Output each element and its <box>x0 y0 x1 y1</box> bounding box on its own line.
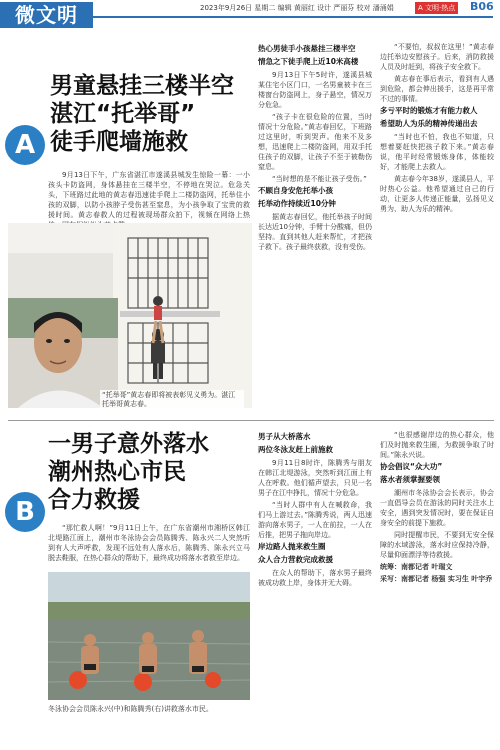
subhead: 不顾自身安危托举小孩 <box>258 186 333 195</box>
issue-line: 2023年9月26日 星期二 编辑 黄丽红 设计 严丽芬 校对 潘涌娟 <box>200 4 394 12</box>
paragraph: 据黄志春回忆，他托举孩子时间长达近10分钟，手臂十分酸痛，但仍坚持。直到其他人赶来帮忙，才把孩子救下。孩子最终获救，没有受伤。 <box>258 213 372 251</box>
story-a-caption: “托举哥”黄志春即将被表彰见义勇为。湛江托举哥黄志春。 <box>100 390 244 410</box>
page-number: B06 <box>470 0 494 13</box>
subhead: 众人合力营救完成救援 <box>258 555 333 564</box>
paragraph: 9月13日下午5时许，遂溪县城某住宅小区门口，一名男童被卡在三楼窗台防盗网上，身子悬空，情况万分危急。 <box>258 71 372 109</box>
story-b-column-3 <box>380 430 494 745</box>
paragraph: 在众人的帮助下，落水男子最终被成功救上岸，身体并无大碍。 <box>258 569 372 587</box>
story-b-badge: B <box>5 492 45 532</box>
river-swimmers-image <box>48 572 250 700</box>
paragraph: “当时人群中有人在喊救命，我们马上游过去。”陈腾秀说，两人迅速游向落水男子，一人在前拉，一人在后推，把男子拖向岸边。 <box>258 501 372 539</box>
story-b-title <box>48 430 253 514</box>
title-line: 湛江“托举哥” <box>50 101 196 127</box>
subhead: 热心男徒手小孩悬挂三楼半空 <box>258 44 356 53</box>
subhead: 多亏平时的锻炼才有能力救人 <box>380 106 478 115</box>
paragraph: 9月11日8时许，陈腾秀与朋友在韩江北堤游泳，突然听到江面上有人在呼救。他们循声望去，只见一名男子在江中挣扎，情况十分危急。 <box>258 459 372 497</box>
paragraph: “也很感谢岸边的热心群众，他们及时抛来救生圈，为救援争取了时间。”陈永兴说。 <box>380 431 494 459</box>
subhead: 两位冬泳友赶上前施救 <box>258 445 333 454</box>
story-b-photo <box>48 572 250 700</box>
title-line: 徒手爬墙施救 <box>50 129 188 155</box>
story-a-title <box>50 72 250 156</box>
paragraph: “当时也不怕，我也不知道，只想着要赶快把孩子救下来。”黄志春说，他平时经常锻炼身体，体能较好，才能爬上去救人。 <box>380 133 494 171</box>
story-b-column-2 <box>258 430 372 745</box>
paragraph: 黄志春今年38岁，遂溪县人，平时热心公益。他希望通过自己的行动，让更多人传递正能量，弘扬见义勇为、助人为乐的精神。 <box>380 175 494 213</box>
subhead: 情急之下徒手爬上近10米高楼 <box>258 57 359 66</box>
subhead: 协会倡议“众大功” <box>380 462 443 471</box>
title-line: 一男子意外落水 <box>48 431 209 457</box>
byline: 采写：南都记者 杨强 实习生 叶宇乔 <box>380 575 493 583</box>
building-rescue-image <box>8 223 252 408</box>
subhead: 希望助人为乐的精神传递出去 <box>380 119 478 128</box>
subhead: 落水者须掌握要领 <box>380 475 440 484</box>
lead-paragraph: “那忙救人啊！”9月11日上午，在广东省潮州市湘桥区韩江北堤路江面上，潮州市冬泳协会会员陈腾秀、陈永兴二人突然听到有人大声呼救，发现不远处有人落水后，陈腾秀、陈永兴立马脱去鞋服，在热心群众的帮助下，最终成功将落水者救至岸边。 <box>48 524 250 562</box>
title-line: 合力救援 <box>48 487 140 513</box>
section-brand: 微文明 <box>0 2 93 28</box>
story-a-column-3 <box>380 42 494 422</box>
subhead: 岸边路人抛来救生圈 <box>258 542 326 551</box>
story-a-badge: A <box>5 125 45 165</box>
paragraph: “孩子卡在很危险的位置，当时情况十分危险。”黄志春回忆，下班路过这里时，听到哭声。他来不及多想，迅速爬上二楼防盗网，用双手托住孩子的双脚，让孩子不至于被勒伤窒息。 <box>258 113 372 171</box>
story-b-caption: 冬泳协会会员陈永兴(中)和陈腾秀(右)讲救落水市民。 <box>48 705 213 713</box>
paragraph: 潮州市冬泳协会会长表示，协会一直倡导会员在游泳的同时关注水上安全，遇到突发情况时，要在保证自身安全的前提下施救。 <box>380 489 494 527</box>
story-a-lead <box>48 170 250 220</box>
title-line: 男童悬挂三楼半空 <box>50 73 234 99</box>
byline: 统筹：南都记者 叶瑞文 <box>380 563 453 571</box>
paragraph: “不要怕，叔叔在这里！”黄志春边托举边安慰孩子。后来，消防救援人员及时赶到，将孩子安全救下。 <box>380 43 494 71</box>
story-b-lead <box>48 523 250 575</box>
paragraph: “当时想的是不能让孩子受伤。” <box>272 175 367 183</box>
story-a-column-2 <box>258 42 372 422</box>
paragraph: 黄志春在事后表示，看到有人遇到危险，都会伸出援手，这是再平常不过的事情。 <box>380 75 494 103</box>
title-line: 潮州热心市民 <box>48 459 186 485</box>
section-divider <box>8 420 494 421</box>
header-rule <box>93 16 493 18</box>
subhead: 托举动作持续近10分钟 <box>258 199 336 208</box>
story-a-photo <box>8 223 252 408</box>
page-header <box>0 0 500 30</box>
lead-paragraph: 9月13日下午，广东省湛江市遂溪县城发生惊险一幕：一小孩头卡防盗网，身体悬挂在三楼半空，不停地在哭泣。危急关头，下班路过此地的黄志春迅速徒手爬上二楼防盗网，托举住小孩的双脚，以防小孩脖子受伤甚至窒息，为小孩争取了宝贵的救援时间。黄志春救人的过程被现场群众拍下，视频在网络上热 <box>48 171 250 219</box>
paragraph: 同时提醒市民，不要到无安全保障的水域游泳，落水时应保持冷静，尽量仰面漂浮等待救援。 <box>380 531 494 559</box>
subhead: 男子从大桥落水 <box>258 432 311 441</box>
section-tag: A 文明·热点 <box>415 2 458 14</box>
